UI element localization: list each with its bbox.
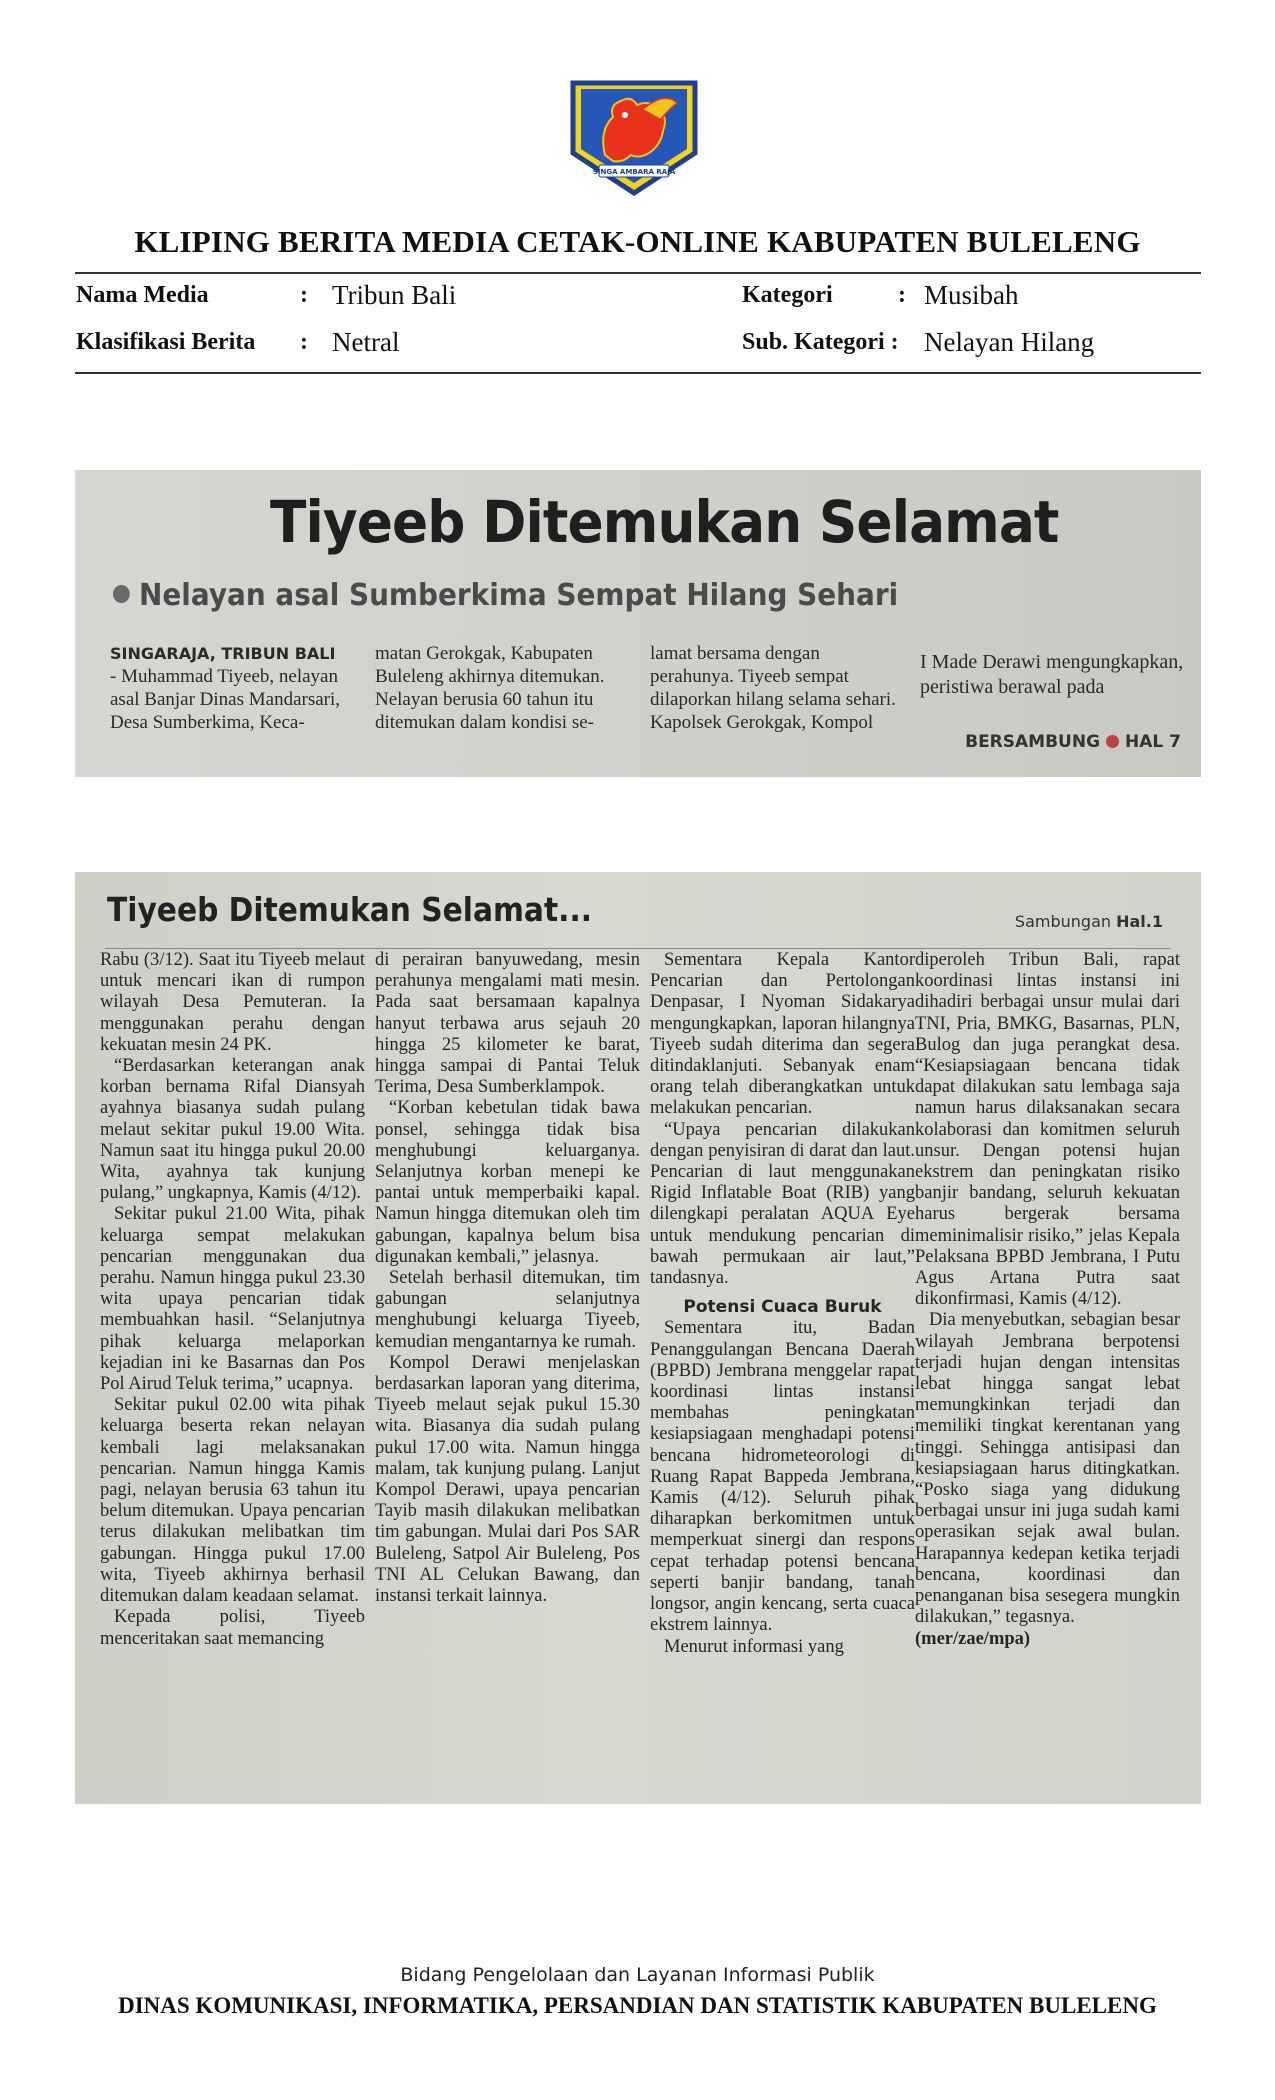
continuation-divider <box>105 948 1171 949</box>
paragraph: Sekitar pukul 02.00 wita pihak keluarga beserta rekan nelayan kembali lagi melaksanakan pencarian. Namun hingga Kamis pagi, nelayan berusia 63 tahun itu belum ditemukan. Upaya pencarian terus dilakukan melibatkan tim gabungan. Hingga pukul 17.00 wita, Tiyeeb akhirnya berhasil ditemukan dalam keadaan selamat. <box>100 1395 365 1607</box>
klasifikasi-colon: : <box>300 329 308 355</box>
klasifikasi-value: Netral <box>332 327 400 357</box>
article-column-3 <box>650 950 915 1658</box>
header-divider-top <box>75 272 1201 274</box>
clip-column-4: I Made Derawi mengungkapkan, peristiwa berawal pada <box>920 651 1184 698</box>
continuation-page: Hal.1 <box>1116 912 1163 931</box>
media-value: Tribun Bali <box>332 280 457 310</box>
article-column-1 <box>100 950 365 1650</box>
subkategori-label: Sub. Kategori : <box>742 329 899 355</box>
clip-subheadline-text: Nelayan asal Sumberkima Sempat Hilang Sehari <box>139 578 899 613</box>
regency-logo <box>565 75 703 199</box>
kategori-colon: : <box>898 282 906 308</box>
media-label: Nama Media <box>76 282 209 308</box>
paragraph: “Upaya pencarian dilakukan dengan penyisiran di darat dan laut. Pencarian di laut menggunakan Rigid Inflatable Boat (RIB) yang dilengkapi peralatan AQUA Eye untuk mendukung pencarian di bawah permukaan air laut,” tandasnya. <box>650 1119 915 1289</box>
clip-column-1 <box>110 642 360 734</box>
continuation-reference <box>1015 912 1163 931</box>
continuation-label: Sambungan <box>1014 912 1112 931</box>
kategori-value: Musibah <box>924 280 1019 310</box>
bullet-icon <box>113 585 130 603</box>
news-clip-front <box>75 470 1201 777</box>
paragraph: “Korban kebetulan tidak bawa ponsel, sehingga tidak bisa menghubungi keluarganya. Selanjutnya korban menepi ke pantai untuk memperbaiki kapal. Namun hingga ditemukan oleh tim gabungan, kapalnya belum bisa digunakan kembali,” jelasnya. <box>375 1098 640 1267</box>
author-credit: (mer/zae/mpa) <box>915 1628 1031 1649</box>
paragraph: Sementara itu, Badan Penanggulangan Bencana Daerah (BPBD) Jembrana menggelar rapat koordinasi lintas instansi membahas peningkatan kesiapsiagaan menghadapi potensi bencana hidrometeorologi di Ruang Rapat Bappeda Jembrana, Kamis (4/12). Seluruh pihak diharapkan berkomitmen untuk memperkuat sinergi dan respons cepat terhadap potensi bencana seperti banjir bandang, tanah longsor, angin kencang, serta cuaca ekstrem lainnya. <box>650 1318 915 1636</box>
clip-column-3: lamat bersama dengan perahunya. Tiyeeb sempat dilaporkan hilang selama sehari. Kapolsek Gerokgak, Kompol <box>650 643 896 733</box>
arrow-icon <box>1106 735 1119 748</box>
paragraph: Setelah berhasil ditemukan, tim gabungan selanjutnya menghubungi keluarga Tiyeeb, kemudian mengantarnya ke rumah. <box>375 1268 640 1352</box>
article-column-2 <box>375 950 640 1607</box>
svg-text:SINGA AMBARA RAJA: SINGA AMBARA RAJA <box>592 168 676 176</box>
paragraph: Dia menyebutkan, sebagian besar wilayah Jembrana berpotensi terjadi hujan dengan intensitas lebat hingga sangat lebat memungkinkan terjadi dan memiliki tingkat kerentanan yang tinggi. Sehingga antisipasi dan kesiapsiagaan harus ditingkatkan. “Posko siaga yang didukung berbagai unsur ini juga sudah kami operasikan sejak awal bulan. Harapannya kedepan ketika terjadi bencana, koordinasi dan penanganan bisa sesegera mungkin dilakukan,” tegasnya. <box>915 1310 1180 1628</box>
article-column-4 <box>915 950 1180 1650</box>
clip-headline: Tiyeeb Ditemukan Selamat <box>270 488 1059 556</box>
paragraph: Rabu (3/12). Saat itu Tiyeeb melaut untuk mencari ikan di rumpon wilayah Desa Pemuteran. Ia menggunakan perahu dengan kekuatan mesin 24 PK. <box>100 950 365 1055</box>
section-subhead: Potensi Cuaca Buruk <box>683 1297 882 1318</box>
paragraph: “Berdasarkan keterangan anak korban bernama Rifal Diansyah ayahnya biasanya sudah pulang melaut sekitar pukul 19.00 Wita. Namun saat itu hingga pukul 20.00 Wita, ayahnya tak kunjung pulang,” ungkapnya, Kamis (4/12). <box>100 1056 365 1204</box>
news-clip-continuation <box>75 872 1201 1804</box>
page-title: KLIPING BERITA MEDIA CETAK-ONLINE KABUPATEN BULELENG <box>134 224 1141 259</box>
continued-label: BERSAMBUNG <box>965 732 1101 752</box>
paragraph: di perairan banyuwedang, mesin perahunya mengalami mati mesin. Pada saat bersamaan kapalnya hanyut terbawa arus sejauh 20 hingga 25 kilometer ke barat, hingga sampai di Pantai Teluk Terima, Desa Sumberklampok. <box>375 950 640 1098</box>
continued-note <box>965 732 1181 752</box>
paragraph: diperoleh Tribun Bali, rapat koordinasi lintas instansi ini dihadiri berbagai unsur mulai dari TNI, Pria, BMKG, Basarnas, PLN, Bulog dan juga perangkat desa. “Kesiapsiagaan bencana tidak dapat dilakukan satu lembaga saja namun harus dilaksanakan secara kolaborasi dan komitmen seluruh unsur. Dengan potensi hujan ekstrem dan peningkatan risiko banjir bandang, seluruh kekuatan harus bergerak bersama meminimalisir risiko,” jelas Kepala Pelaksana BPBD Jembrana, I Putu Agus Artana Putra saat dikonfirmasi, Kamis (4/12). <box>915 950 1180 1310</box>
header-divider-bottom <box>75 372 1201 374</box>
clip-column-text: - Muhammad Tiyeeb, nelayan asal Banjar Dinas Mandarsari, Desa Sumberkima, Keca- <box>110 666 341 733</box>
paragraph: Kompol Derawi menjelaskan berdasarkan laporan yang diterima, Tiyeeb melaut sejak pukul 15.30 wita. Biasanya dia sudah pulang pukul 17.00 wita. Namun hingga malam, tak kunjung pulang. Lanjut Kompol Derawi, upaya pencarian Tayib masih dilakukan melibatkan tim gabungan. Mulai dari Pos SAR Buleleng, Satpol Air Buleleng, Pos TNI AL Celukan Bawang, dan instansi terkait lainnya. <box>375 1352 640 1607</box>
dateline: SINGARAJA, TRIBUN BALI <box>110 644 336 663</box>
klasifikasi-label: Klasifikasi Berita <box>76 329 256 355</box>
clip-subheadline <box>113 578 898 613</box>
media-colon: : <box>300 282 308 308</box>
footer-agency: DINAS KOMUNIKASI, INFORMATIKA, PERSANDIAN DAN STATISTIK KABUPATEN BULELENG <box>118 1993 1157 2018</box>
clip-column-2: matan Gerokgak, Kabupaten Buleleng akhirnya ditemukan. Nelayan berusia 60 tahun itu ditemukan dalam kondisi se- <box>375 643 605 733</box>
footer-division: Bidang Pengelolaan dan Layanan Informasi Publik <box>400 1964 875 1986</box>
paragraph: Sementara Kepala Kantor Pencarian dan Pertolongan Denpasar, I Nyoman Sidakarya mengungkapkan, laporan hilangnya Tiyeeb sudah diterima dan segera ditindaklanjuti. Sebanyak enam orang telah diberangkatkan untuk melakukan pencarian. <box>650 950 915 1119</box>
paragraph: Menurut informasi yang <box>664 1636 844 1657</box>
paragraph: Sekitar pukul 21.00 Wita, pihak keluarga sempat melakukan pencarian menggunakan dua perahu. Namun hingga pukul 23.30 wita upaya pencarian tidak membuahkan hasil. “Selanjutnya pihak keluarga melaporkan kejadian ini ke Basarnas dan Pos Pol Airud Teluk terima,” ucapnya. <box>100 1204 365 1395</box>
paragraph: Kepada polisi, Tiyeeb menceritakan saat memancing <box>100 1607 365 1649</box>
lion-emblem-icon <box>565 75 703 199</box>
continuation-headline: Tiyeeb Ditemukan Selamat... <box>107 890 593 929</box>
subkategori-value: Nelayan Hilang <box>924 327 1095 357</box>
continued-page: HAL 7 <box>1125 732 1181 752</box>
kategori-label: Kategori <box>742 282 833 308</box>
